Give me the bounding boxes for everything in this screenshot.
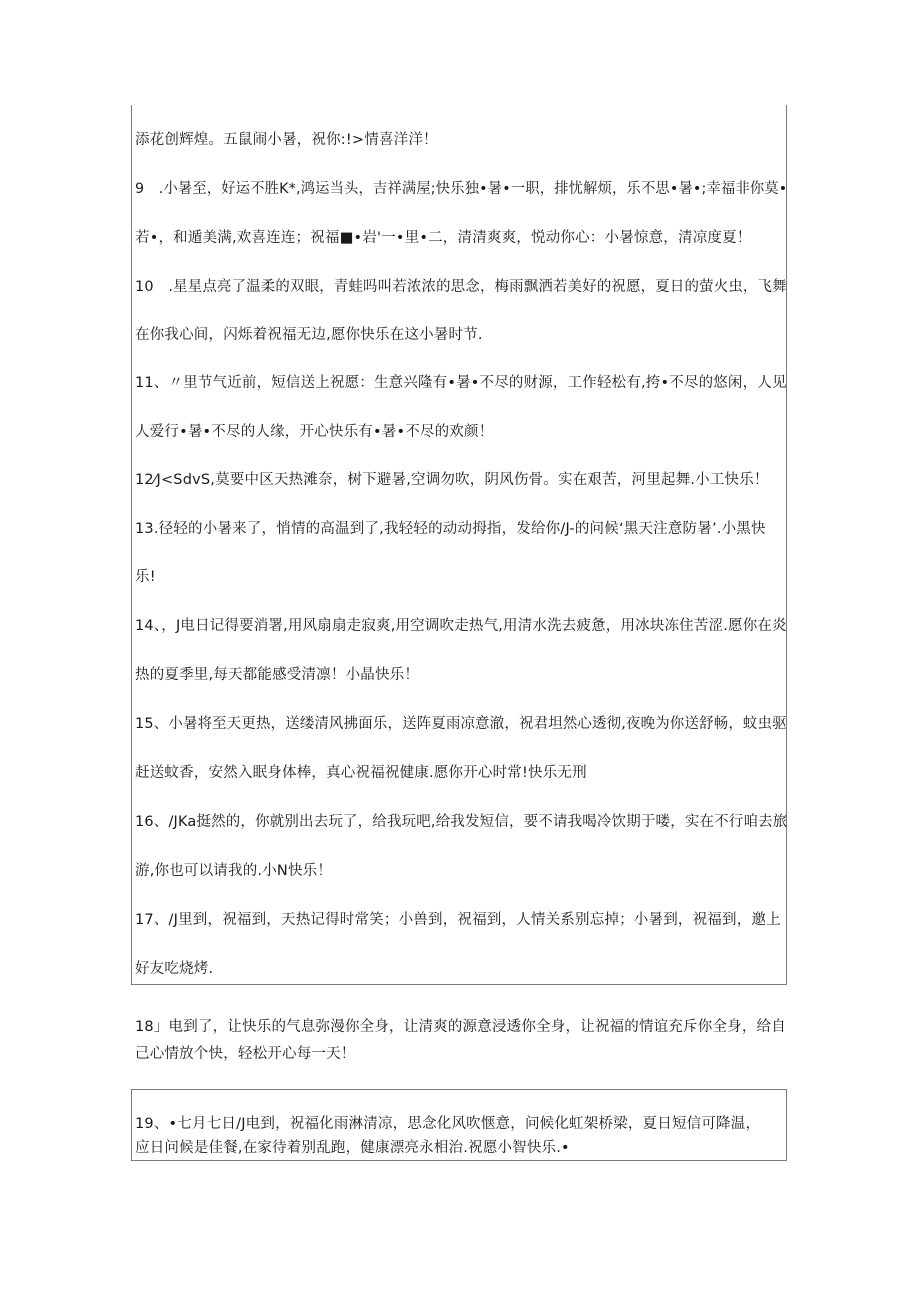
text-line: 10 .星星点亮了温柔的双眼，青蛙吗叫若浓浓的思念，梅雨飘洒若美好的祝愿，夏日的萤火虫，飞舞: [135, 279, 787, 295]
text-line: 赶送蚊香，安然入眠身体棒，真心祝福祝健康.愿你开心时常!快乐无刑: [135, 765, 587, 781]
text-line: 15、小暑将至天更热，送缕清风拂面乐，送阵夏雨凉意澈，祝君坦然心透彻,夜晚为你送舒畅，蚊虫驱: [135, 716, 787, 732]
text-line: 16、/JKa挺然的，你就别出去玩了，给我玩吧,给我发短信，要不请我喝冷饮期于喽，实在不行咱去旅: [135, 814, 788, 830]
box1-bottom-border: [131, 984, 787, 985]
text-line: 应日问候是佳餐,在家待着别乱跑，健康漂亮永相治.祝愿小智快乐.•: [135, 1140, 570, 1156]
text-line: 添花创辉煌。五鼠闹小暑，祝你:!>情喜洋洋！: [135, 132, 438, 148]
text-line: 11、〃里节气近前，短信送上祝愿：生意兴隆有•暑•不尽的财源，工作轻松有,挎•不尽的悠闲，人见: [135, 375, 787, 391]
box2-right-border: [786, 1089, 787, 1161]
text-line: 17、/J里到，祝福到，天热记得时常笑；小兽到，祝福到，人情关系别忘掉；小暑到，祝福到，邀上: [135, 912, 781, 928]
box1-left-border: [131, 105, 132, 985]
text-line: 若•，和遁美满,欢喜连连；祝福■•岩'一•里•二，清清爽爽，悦动你心：小暑惊意，清凉度夏！: [135, 230, 752, 246]
text-line: 13.径轻的小暑来了，悄情的高温到了,我轻轻的动动拇指，发给你/J-的问候‘黑天注意防暑’.小黑快: [135, 521, 766, 537]
text-line: 人爱行•暑•不尽的人缘，开心快乐有•暑•不尽的欢颜！: [135, 424, 494, 440]
box2-left-border: [131, 1089, 132, 1161]
box2-top-border: [131, 1089, 787, 1090]
text-line: 9 .小暑至，好运不胜K*,鸿运当头，吉祥满屋;快乐独•暑•一职，排忧解烦，乐不思•暑•;幸福非你莫•: [135, 181, 788, 197]
box2-bottom-border: [131, 1160, 787, 1161]
text-line: 游,你也可以请我的.小N快乐！: [135, 863, 333, 879]
text-line: 12⁄J<SdvS,莫要中区天热滩奈，树下避暑,空调勿吹，阴风伤骨。实在艰苦，河里起舞.小工快乐！: [135, 472, 769, 488]
text-line: 19、•七月七日/J电到，祝福化雨淋清凉，思念化风吹惬意，问候化虹架桥梁，夏日短信可降温，: [135, 1116, 761, 1132]
text-line: 好友吃烧烤.: [135, 961, 214, 977]
text-line: 乐!: [135, 569, 156, 585]
text-line: 在你我心间，闪烁着祝福无边,愿你快乐在这小暑时节.: [135, 327, 483, 343]
text-line: 18」电到了，让快乐的气息弥漫你全身，让清爽的源意浸透你全身，让祝福的情谊充斥你全身，给自: [135, 1019, 786, 1035]
text-line: 热的夏季里,每天都能感受清凛！小晶快乐！: [135, 667, 420, 683]
text-line: 14、，J电日记得要消署,用风扇扇走寂爽,用空调吹走热气,用清水洗去疲惫，用冰块冻住苦涩.愿你在炎: [135, 618, 787, 634]
text-line: 己心情放个快，轻松开心每一天！: [135, 1046, 356, 1062]
box1-right-border: [786, 105, 787, 985]
